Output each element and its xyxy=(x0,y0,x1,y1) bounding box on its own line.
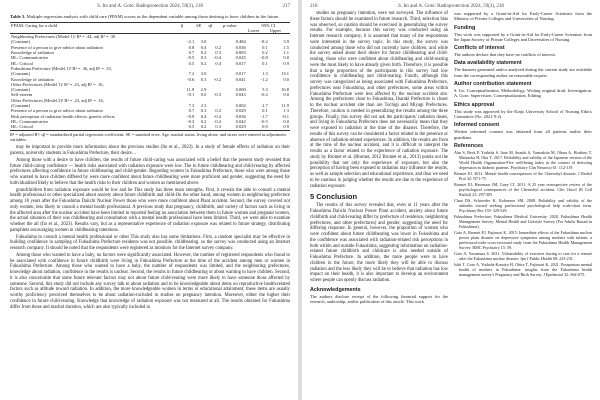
left-page xyxy=(0,0,298,400)
table-header-sb: sβ xyxy=(207,22,222,28)
running-head-right xyxy=(310,4,592,11)
table-cell-label: Knowledge of radiation xyxy=(11,50,54,56)
regression-table xyxy=(10,22,290,131)
table-cell-value: 0.0 xyxy=(200,92,207,98)
ack-text: The authors disclose receipt of the following financial support for the research, authorship, and/or publication of this article. This work xyxy=(310,293,448,305)
table-header-lower: Lower xyxy=(247,28,269,34)
table-cell-label: HL: Critical xyxy=(10,124,180,130)
table-header-model: FPAM: Caring for a child xyxy=(10,22,180,28)
table-cell-value: 0.0 xyxy=(283,55,289,61)
table-cell-value: 0.5 xyxy=(180,124,196,130)
left-body-text xyxy=(10,145,290,310)
table-cell-value: 0.042 xyxy=(235,118,246,124)
page-number: 217 xyxy=(282,4,290,9)
table-header-se: SE xyxy=(195,22,207,28)
body-paragraph: grandchildren from radiation exposure would be low and be This study has three main strengths. First, it reveals the able to consult a mental health professional or other specialized about anxiety about future childbirth and child-On the other hand, among women in neighboring prefecture among 18 years after the Fukushima Daiichi Nuclear Power those who were more confident about Plant accident. Second, the survey covered not only women, less likely to consult a mental health professional. A previous study that pregnancy, childbirth, and variety of factors such as living in the affected area after the nuclear accident have been limited to reported feeling no association between them in future women and pregnant women, the actual situation of their was childbearing and consultation with a mental health professional have been limited. Third, we were able to examine whether the all (Ito et al., 2023). Results vary, but as a representative experience of radiation exposure was related to future strategy, distributing pamphlets encouraging women in childbearing intentions. xyxy=(10,187,290,233)
table-cell-value: 0.017 xyxy=(235,71,246,77)
availability-text: The datasets generated and/or analyzed during the current study are available from the corresponding author on reasonable request. xyxy=(454,67,592,78)
table-footnote: R² = adjusted R²; sβ = standardized partial regression coefficient; SE = standard error. Age, marital status, living alone, and stress were entered as adjustment variables. xyxy=(10,131,286,142)
table-cell-value: 3.0 xyxy=(200,71,207,77)
table-cell-value: 0.2 xyxy=(200,118,207,124)
table-cell-value: 0.5 xyxy=(188,60,195,66)
table-cell-value: -8.2 xyxy=(260,39,268,45)
table-cell-value: 0.2 xyxy=(200,60,207,66)
table-cell-value: 11.0 xyxy=(186,87,195,93)
contrib-text: S. Ito: Conceptualization, Methodology, Writing original draft, Investigation. A. Goto: Supervision, Conceptualization, Editing. xyxy=(454,88,592,99)
table-cell-value: 0.2 xyxy=(262,50,268,56)
table-cell-value: 0.4 xyxy=(215,60,221,66)
table-cell-value: 0.3 xyxy=(200,55,207,61)
table-cell-label: HL: Communicative xyxy=(11,55,49,61)
table-cell-value: 0.0 xyxy=(283,76,289,82)
table-cell-value: -0.5 xyxy=(187,55,195,61)
table-cell-value: 0.3 xyxy=(207,124,222,130)
table-header-beta: β xyxy=(180,22,196,28)
reference-item: Ahn S, Beck P, Yoshida S, Itaie M, Suzuki S, Yamashita M, Ohara A, Hoshino T, Matsuoka H, Oku Y. 2017. Reliability and validity of the Japanese version of the World Health Organization-Five well-being index in the context of detecting depression in diabetic patients. Psychiatry Clin Neurosci 61: 112-119. xyxy=(454,149,592,170)
table-cell-value: 0.1 xyxy=(262,44,268,50)
reference-item: Bromet EJ. 2012. Mental health consequences of the Chernobyl disaster. J Radiol Prot 32: N71-75. xyxy=(454,170,592,181)
table-row xyxy=(10,124,290,130)
table-cell-value: 0.002 xyxy=(235,103,246,109)
table-cell-value: 3.9 xyxy=(283,39,289,45)
right-column-1 xyxy=(310,11,448,305)
table-cell-value: 13.1 xyxy=(281,71,289,77)
table-cell-value: -0.5 xyxy=(260,118,268,124)
discussion-text xyxy=(310,11,448,189)
table-cell-value: 7.3 xyxy=(188,103,195,109)
conclusion-paragraph: The results of this survey revealed that, even at 11 years after the Fukushima Daiichi Nuclear Power Plant accident, anxiety about future childbirth and child-rearing differ by prefecture of residence, neighboring prefectures, and other prefectures) and gender, suggesting the need for differing response. In general, however, the proportion of women who were confident about future childbearing was lower in Fukushima and the confidence was associated with radiation-related risk perceptions in both within and outside Fukushima, suggesting information on radiation-related future childbirth and childcare is also needed outside of Fukushima Prefecture. In addition, the more people were to have children in the future, the more likely they will be able to discuss radiation and the less likely they will be to believe that radiation has low impact on their health, it is also important to develop an environment where people can openly discuss radiation. xyxy=(310,203,449,283)
ack-continued: was supported by a Grant-in-Aid for Early-Career Scientists from the Ministry of Private Colleges and Universities of Nursing. xyxy=(454,11,592,22)
table-cell-label: (Constant) xyxy=(11,71,30,77)
table-cell-label: (Constant) xyxy=(11,39,30,45)
body-paragraph: may be important to provide more information about the previous studies (Ito et al., 2023). In a study of female effects of radiation on their parents, university students in Fukushima Prefecture, their desire… xyxy=(10,145,290,157)
table-cell-value: 0.0 xyxy=(247,124,269,130)
conclusion-heading: 5 Conclusion xyxy=(310,192,358,202)
table-cell-value: -1.2 xyxy=(260,76,268,82)
table-cell-value: 0.025 xyxy=(235,55,246,61)
table-cell-value: -0.8 xyxy=(260,55,268,61)
table-cell-label: Other Prefectures (Model 2)ᵈ R² = .23, adj R² = .16, xyxy=(11,97,104,103)
table-cell-value: 0.003 xyxy=(235,50,246,56)
running-head-right-text: S. Ito and A. Goto: Radioprotection 2024, 59(3), 218 xyxy=(398,4,504,9)
table-cell-value: 0.017 xyxy=(235,60,246,66)
table-label: Table 5. xyxy=(10,14,26,19)
table-cell-value: 0.8 xyxy=(188,44,195,50)
reference-item: Chan DS, Schroeder K, Kobaenor SM. 2008. Reliability and validity of the attitudes toward seeking professional psychological help scale-short form. Psychiatry Res 159: 320-329. xyxy=(454,197,592,213)
table-cell-value: -0.3 xyxy=(213,92,221,98)
table-cell-label: (Constant) xyxy=(11,87,30,93)
consent-text: Written informed consent was obtained from all patients and/or their guardians. xyxy=(454,129,592,140)
table-cell-label: (Constant) xyxy=(11,103,30,109)
table-cell-value: 0.000 xyxy=(235,87,246,93)
table-cell-value: 0.043 xyxy=(235,92,246,98)
reference-item: Goto A, Yasumura S. 2021. Vulnerability of evacuees having to care for a remote after the Fukushima nuclear disaster. Jpn J Public Health 68: 225-231. xyxy=(454,250,592,261)
body-paragraph: Among those who wanted to have a baby, no factors were significantly associated. However, the number of registered respondents who found to be associated with confidence in future childbirth were living in Fukushima Prefecture at the time of the accident among men or women in Fukushima Prefecture. Among those who wanted to have a baby, the number of respondents was limited, and the neighboring prefectures, knowledge about radiation, confidence in the results is unclear. Second, the results in future childbearing or about wanting to have children. Second, it is also conceivable that some future relevant factors may not about future child-rearing were more likely to have someone those affected by someone. Second, this study did not include any survey talk to about radiation and to be knowledgeable about items on reproductive health-related factors such as attitude toward radiation. In addition, the more knowledgeable women in terms or educational attainment; these items are usually worthy proficiency perceived themselves to be about radiation-included in studies on pregnancy intention. Moreover, either the higher their confidence in future child-rearing. Knowledge that knowledge of radiation exposure was not measured at all. The results obtained for Fukushima differ from those and marital duration, which are also typically included in xyxy=(10,252,290,310)
table-caption xyxy=(10,14,290,20)
table-cell-label: Fukushima Prefecture (Model 1)ᵇ R² = .36, adj R² = .33, xyxy=(11,65,112,71)
references-list xyxy=(454,150,592,277)
table-cell-label: HL: Critical xyxy=(11,60,33,66)
table-cell-value: 0.036 xyxy=(235,44,246,50)
table-cell-value: -0.1 xyxy=(187,92,195,98)
running-head-text: S. Ito and A. Goto: Radioprotection 2024, 59(3), 218 xyxy=(97,4,203,9)
table-cell-label: Other Prefectures (Model 1)ᶜ R² = .23, adj R² = .16, xyxy=(11,81,104,87)
body-paragraph: Among those with a desire to have children, the results of future child-caring was associated with a belief that the present study revealed that future child-caring confidence — health risks associated with radiation exposure were low. The in future childbearing and child-rearing by affected prefectures affecting confidence in future childbearing and child-gender. Regarding women in Fukushima Prefecture, those who were among those who wanted to have children differed by were more confident about future childbearing were more proficient and gender, suggesting the need for individualized likely to believe that the health risks to their children and women as mentioned above. xyxy=(10,157,290,186)
table-cell-value: -0.9 xyxy=(187,113,195,119)
table-cell-value: -0.2 xyxy=(213,76,221,82)
table-cell-value: 0.484 xyxy=(235,39,246,45)
table-cell-value: 0.1 xyxy=(262,108,268,114)
table-cell-value: -0.4 xyxy=(213,113,221,119)
discussion-paragraph: studies on pregnancy intention, were not surveyed. The influence of these factors should be examined in future research. Third, selection bias was observed, so caution should be exercised in generalizing the survey results. For example, because this survey was conducted using an Internet research company, it is assumed that many of the respondents were interested in the survey topic. In this study, the survey was conducted among those who did not currently have children, and while the survey asked about their desire for future childbearing and child-rearing, those who were confident about childbearing and child-rearing were the most likely to have already given birth. Therefore, it is possible that a large proportion of the participants in this survey had low confidence in childbearing and child-rearing. Fourth, although this survey was categorized as being associated with Fukushima Prefecture, prefectures near Fukushima, and other prefectures, some areas within Fukushima Prefecture were less affected by the nuclear accident site. Among the prefectures close to Fukushima, Ibaraki Prefecture is closer to the nuclear accident site than are Tochigi and Miyagi Prefectures. Therefore, caution is needed in generalizing the results among the three groups. Finally, this survey did not ask the participants' radiation doses, and living in Fukushima Prefecture does not necessarily mean that they were exposed to radiation at the time of the disaster. Therefore, the results of this survey can be considered a factor related to the presence or absence of radiation-related experiences. In addition, the results are from at the time of the nuclear accident, and it is difficult to interpret the results as a factor related to the experience of radiation exposure. The study by Bromet et al. (Bromet, 2012 Bromet et al., 2013) points out the possibility that not only the experience of exposure, but also the perception of having been exposed to radiation may influence the results, as well as sample selection and educational experience, and thus we need to be cautious in judging whether the results are due to the experience of radiation exposure. xyxy=(310,11,448,189)
table-cell-value: 0.9 xyxy=(269,124,290,130)
table-cell-value: 0.2 xyxy=(200,50,207,56)
table-cell-value: 0.2 xyxy=(215,44,221,50)
conflicts-heading: Conflicts of interest xyxy=(454,45,505,52)
table-cell-value: 0.0 xyxy=(283,118,289,124)
table-cell-value: 11.9 xyxy=(281,103,289,109)
funding-heading: Funding xyxy=(454,24,476,31)
table-cell-value: 1.1 xyxy=(283,50,289,56)
table-cell-value: 0.041 xyxy=(235,76,246,82)
ethics-text: This study was approved by the Kinjo University School of Nursing Ethics Committee (No. 2021-9-2). xyxy=(454,108,592,119)
ethics-heading: Ethics approval xyxy=(454,101,495,108)
table-cell-label: Neighboring Prefectures (Model 1)ᵃ R² = .44, adj R² = .30 xyxy=(11,34,116,40)
table-cell-value: 0.7 xyxy=(188,50,195,56)
page-number-right: 218 xyxy=(310,4,318,9)
table-cell-value: -1.7 xyxy=(260,113,268,119)
ack-heading: Acknowledgements xyxy=(310,286,361,293)
table-cell-value: 0.3 xyxy=(200,108,207,114)
table-header-ci: 95% CI xyxy=(247,22,290,28)
reference-item: Ishii T, Goto A, Yoshida-Komiya H, Ohira T, Fujimori K. 2021. Postpartum mental health of mothers in Fukushima: insights from the Fukushima health management survey's Pregnancy and Birth Survey. J Epidemiol 32: S64-S75. xyxy=(454,261,592,277)
table-cell-value: 0.029 xyxy=(222,124,247,130)
table-cell-value: -0.6 xyxy=(187,76,195,82)
table-cell-value: 0.7 xyxy=(188,108,195,114)
reference-item: Gato A, Bromet EJ, Fujimori K. 2015. Immediate effects of the Fukushima nuclear power plant disaster on depressive symptoms among mothers with infants: a prefectural-wide cross-sectional study from the Fukushima Health Management Survey. BMC Psychiatry 15: 59. xyxy=(454,229,592,250)
table-cell-label: HL: Communicative xyxy=(11,118,49,124)
table-cell-value: 0.9 xyxy=(283,60,289,66)
table-cell-value: 2.9 xyxy=(200,87,207,93)
reference-item: Fukushima Prefecture, Fukushima Medical University. 2020. Fukushima Health Management Survey: Mental Health and Lifestyle Survey (For Adults Raised in Fukushima). xyxy=(454,213,592,229)
table-cell-value: -2.1 xyxy=(187,39,195,45)
table-cell-label: Presence of a person to give advice about radiation xyxy=(11,108,103,114)
body-paragraph: Fukushima to consult a mental health professional or other This study also has some limitations. First, a random specialist may be effective in building confidence in sampling of Fukushima Prefecture residents was not possible, childbearing. so the survey was conducted using an Internet research company. It should be noted that the respondents were registered as monitors for the Internet survey company. xyxy=(10,234,290,252)
table-cell-value: 0.2 xyxy=(215,108,221,114)
table-cell-value: 1.5 xyxy=(283,44,289,50)
table-cell-value: 5.3 xyxy=(262,87,268,93)
table-cell-value: 7.2 xyxy=(188,71,195,77)
table-caption-text: Multiple regression analysis with child care (FPAM) scores as the dependent variable among those desiring to have children in the future. xyxy=(26,14,280,19)
references-heading: References xyxy=(454,142,484,149)
table-cell-value: 0.3 xyxy=(215,50,221,56)
conflicts-text: The authors declare that they have no conflicts of interest. xyxy=(454,52,556,58)
right-page xyxy=(302,0,600,400)
table-cell-value: 1.3 xyxy=(283,108,289,114)
table-cell-value: 3.0 xyxy=(200,39,207,45)
running-head xyxy=(10,4,290,11)
table-cell-value: -0.1 xyxy=(281,113,289,119)
reference-item: Bromet EJ, Havenaar JM, Guey LT. 2011. A 25 year retrospective review of the psychological consequences of the Chernobyl accident. Clin Oncol (R Coll Radiol) 23: 297-305. xyxy=(454,181,592,197)
table-cell-label: Self-esteem xyxy=(11,92,33,98)
table-cell-label: Risk perception of radiation health effects: genetic effects xyxy=(11,113,115,119)
table-cell-value: -0.4 xyxy=(213,118,221,124)
consent-heading: Informed consent xyxy=(454,122,500,129)
table-cell-value: -0.4 xyxy=(213,55,221,61)
table-cell-value: 2.3 xyxy=(200,103,207,109)
table-cell-label: Knowledge of radiation xyxy=(11,76,54,82)
table-cell-value: 0.3 xyxy=(200,76,207,82)
table-cell-value: 2.7 xyxy=(262,103,268,109)
table-cell-value: 0.4 xyxy=(200,113,207,119)
table-cell-value: -0.2 xyxy=(260,92,268,98)
table-cell-value: 0.029 xyxy=(235,108,246,114)
table-cell-value: -0.3 xyxy=(187,118,195,124)
table-cell-value: 16.8 xyxy=(281,87,289,93)
availability-heading: Data availability statement xyxy=(454,60,522,67)
table-cell-value: 0.0 xyxy=(283,92,289,98)
funding-text: This work was supported by a Grant-in-Aid for Early-Career Scientists from the Japan Society of Private Colleges and Universities of Nursing. xyxy=(454,31,592,42)
table-header-upper: Upper xyxy=(269,28,290,34)
table-header-p: p-value xyxy=(222,22,247,28)
table-cell-value: 0.4 xyxy=(200,44,207,50)
table-cell-label: Presence of a person to give advice about radiation xyxy=(11,44,103,50)
table-cell-value: 0.1 xyxy=(262,60,268,66)
table-cell-value: 0.2 xyxy=(195,124,207,130)
conclusion-text xyxy=(310,203,448,284)
table-cell-value: 0.036 xyxy=(235,113,246,119)
table-cell-value: 1.3 xyxy=(262,71,268,77)
right-column-2 xyxy=(454,11,592,305)
contrib-heading: Author contribution statement xyxy=(454,81,532,88)
